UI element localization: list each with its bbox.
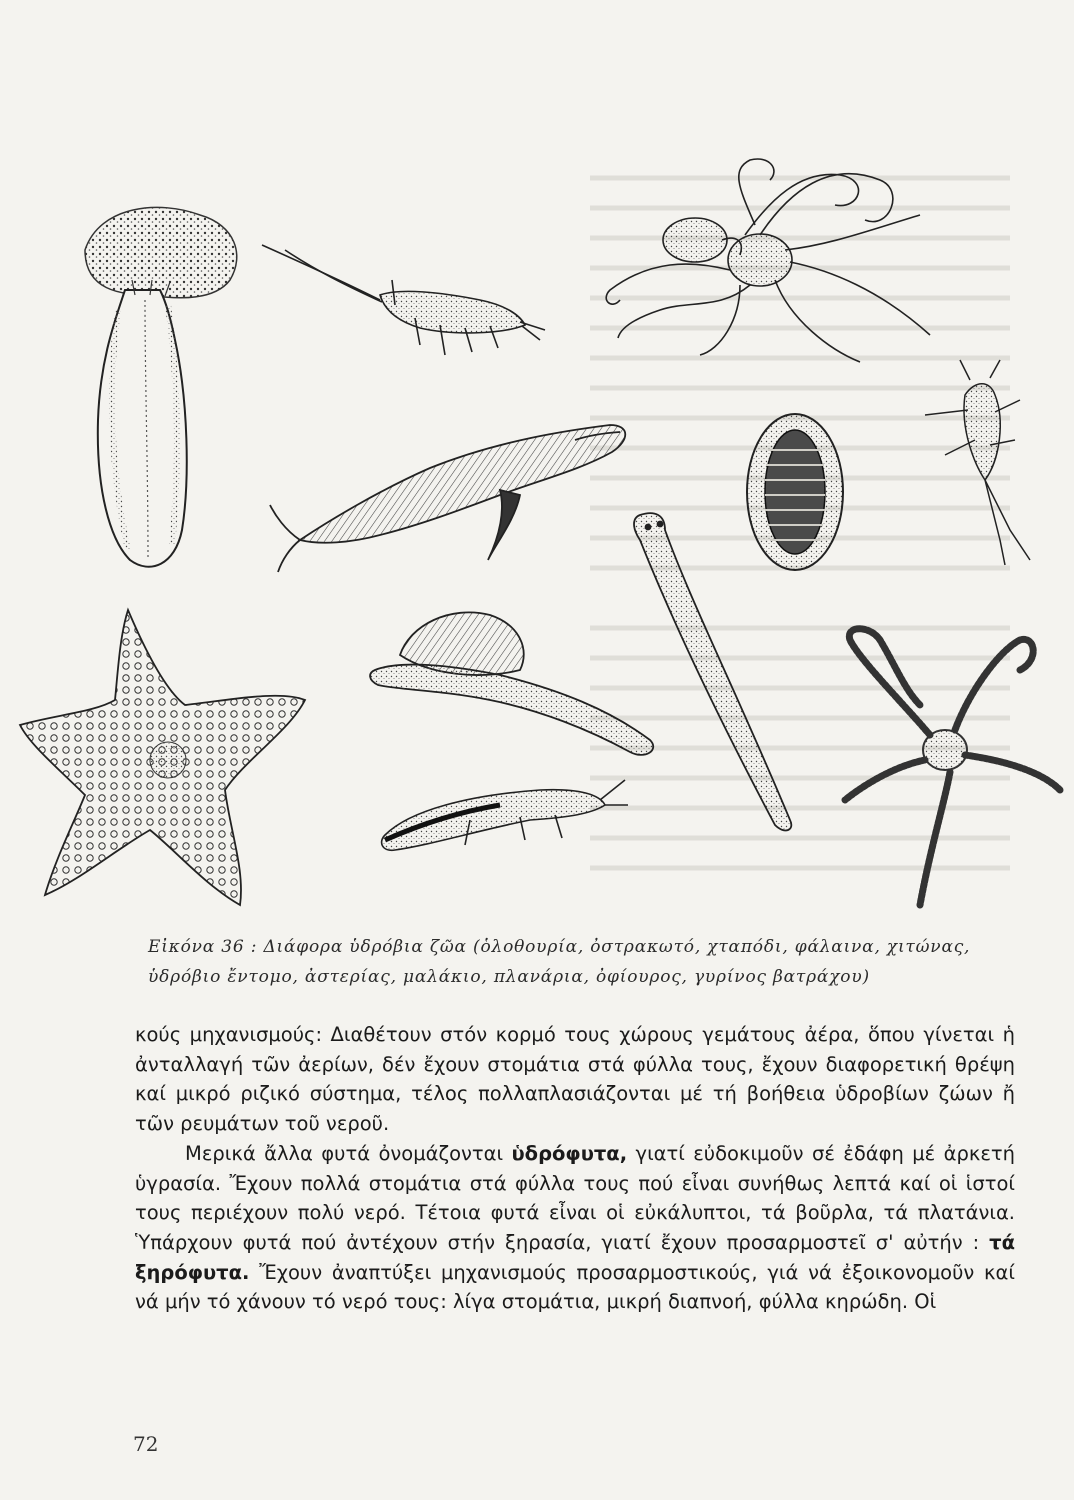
planarian-drawing bbox=[634, 513, 791, 830]
paragraph bbox=[135, 1139, 1015, 1317]
term-xerophytes: τά ξηρόφυτα. bbox=[135, 1230, 1015, 1284]
brittle-star-drawing bbox=[845, 629, 1060, 905]
water-insect-drawing bbox=[925, 360, 1030, 565]
mollusc-drawing bbox=[370, 612, 653, 755]
octopus-drawing bbox=[606, 159, 930, 362]
figure-caption bbox=[148, 932, 1018, 992]
term-hydrophytes: ὑδρόφυτα, bbox=[511, 1141, 628, 1165]
paragraph-text: Ἔχουν ἀναπτύξει μηχανισμούς προσαρμοστικούς, γιά νά ἐξοικονομοῦν καί νά μήν τό χάνουν τό νερό τους: λίγα στομάτια, μικρή διαπνοή, φύλλα κηρώδη. Οἱ bbox=[135, 1260, 1015, 1314]
chiton-drawing bbox=[747, 414, 843, 570]
figure-caption-label: Εἰκόνα 36 bbox=[148, 937, 245, 957]
crustacean-drawing bbox=[262, 245, 545, 355]
starfish-drawing bbox=[20, 610, 305, 905]
sea-cucumber-drawing bbox=[85, 207, 237, 566]
paragraph: κούς μηχανισμούς: Διαθέτουν στόν κορμό τους χώρους γεμάτους ἀέρα, ὅπου γίνεται ἡ ἀνταλλαγή τῶν ἀερίων, δέν ἔχουν στομάτια στά φύλλα τους, ἔχουν διαφορετική θρέψη καί μικρό ριζικό σύστημα, τέλος πολλαπλασιάζονται μέ τή βοήθεια ὑδροβίων ζώων ἤ τῶν ρευμάτων τοῦ νεροῦ. bbox=[135, 1023, 1015, 1136]
paragraph-text: Μερικά ἄλλα φυτά ὀνομάζονται bbox=[185, 1141, 512, 1165]
page-number: 72 bbox=[133, 1432, 159, 1456]
body-text bbox=[135, 1020, 1015, 1317]
figure-caption-text: : Διάφορα ὑδρόβια ζῶα (ὁλοθουρία, ὀστρακωτό, χταπόδι, φάλαινα, χιτώνας, ὑδρόβιο ἔντομο, ἀστερίας, μαλάκιο, πλανάρια, ὀφίουρος, γυρίνος βατράχου) bbox=[148, 937, 971, 987]
whale-drawing bbox=[270, 425, 625, 572]
paragraph-text: γιατί εὐδοκιμοῦν σέ ἐδάφη μέ ἀρκετή ὑγρασία. Ἔχουν πολλά στομάτια στά φύλλα τους πού εἶναι συνήθως λεπτά καί οἱ ἱστοί τους περιέχουν πολύ νερό. Τέτοια φυτά εἶναι οἱ εὐκάλυπτοι, τά βοῦρλα, τά πλατάνια. Ὑπάρχουν φυτά πού ἀντέχουν στήν ξηρασία, γιατί ἔχουν προσαρμοστεῖ σ' αὐτήν : bbox=[135, 1141, 1015, 1254]
